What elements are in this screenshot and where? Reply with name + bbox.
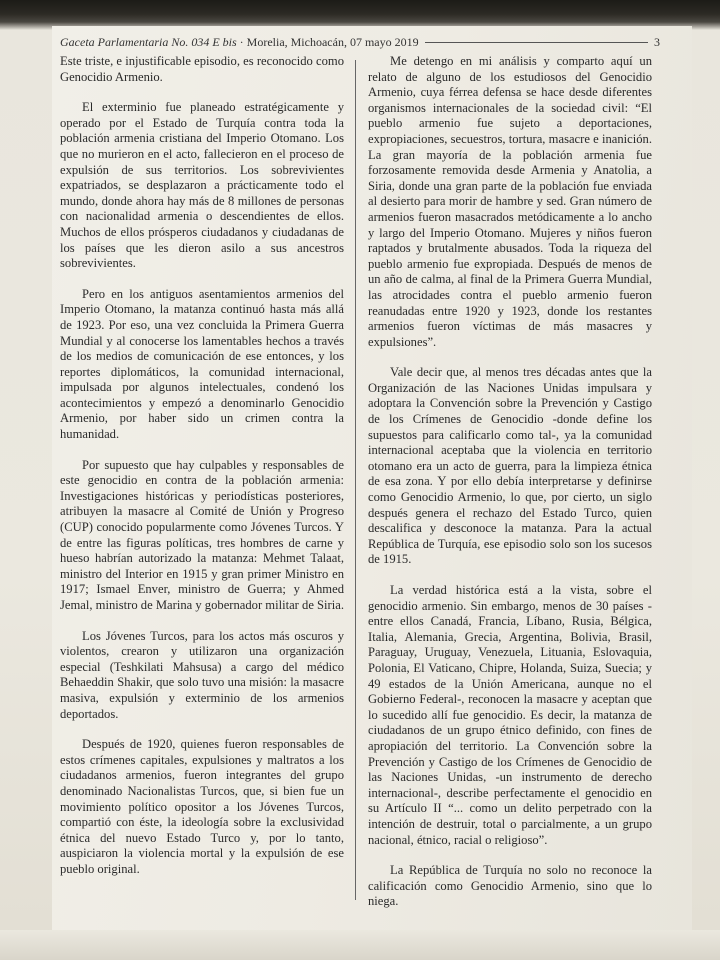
page-header: [60, 34, 660, 50]
place-date: · Morelia, Michoacán, 07 mayo 2019: [239, 34, 419, 49]
paragraph: La República de Turquía no solo no reconoce la calificación como Genocidio Armenio, sino que lo niega.: [368, 863, 652, 909]
paragraph: Este triste, e injustificable episodio, es reconocido como Genocidio Armenio.: [60, 54, 344, 84]
paragraph: Por supuesto que hay culpables y responsables de este genocidio en contra de la población armenia: Investigaciones históricas y periodísticas posteriores, atribuyen la masacre al Comité de Unión y Progreso (CUP) conocido popularmente como Jóvenes Turcos. Y de entre las figuras políticas, tres hombres de carne y hueso habrían autorizado la matanza: Mehmet Talaat, ministro del Interior en 1915 y gran primer Ministro en 1917; Ismael Enver, ministro de Guerra; y Ahmed Jemal, ministro de Marina y gobernador militar de Siria.: [60, 457, 344, 612]
paragraph: Vale decir que, al menos tres décadas antes que la Organización de las Naciones Unidas impulsara y adoptara la Convención sobre la Prevención y Castigo de los Crímenes de Genocidio -donde define los supuestos para calificarlo como tal-, ya la comunidad internacional aceptaba que la violencia en territorio otomano era un acto de guerra, para la limpieza étnica de esa zona. Y por ello debía interpretarse y definirse como Genocidio Armenio, lo que, por cierto, un siglo después genera el rechazo del Estado Turco, quien descalifica y desconoce la matanza. Para la actual República de Turquía, ese episodio solo son los sucesos de 1915.: [368, 365, 652, 567]
page-number: 3: [654, 34, 660, 49]
paragraph: Después de 1920, quienes fueron responsables de estos crímenes capitales, expulsiones y maltratos a los ciudadanos armenios, fueron integrantes del grupo denominado Nacionalistas Turcos, que, si bien fue un movimiento político opositor a los Jóvenes Turcos, compartió con éste, la ideología sobre la exclusividad étnica del nuevo Estado Turco y, por lo tanto, auspiciaron la violencia mortal y la expulsión de ese pueblo original.: [60, 737, 344, 876]
right-column: [368, 54, 652, 925]
paragraph: Los Jóvenes Turcos, para los actos más oscuros y violentos, crearon y utilizaron una organización especial (Teshkilati Mahsusa) a cargo del médico Behaeddin Shakir, que solo tuvo una misión: la masacre masiva, expulsión y exterminio de los armenios deportados.: [60, 628, 344, 721]
header-rule: [425, 42, 648, 43]
publication-title: Gaceta Parlamentaria No. 034 E bis: [60, 34, 237, 49]
page-bottom-edge: [0, 930, 720, 960]
paragraph: Pero en los antiguos asentamientos armenios del Imperio Otomano, la matanza continuó hasta más allá de 1923. Por eso, una vez concluida la Primera Guerra Mundial y al conocerse los lamentables hechos a través de los medios de comunicación de ese entonces, y los reportes diplomáticos, la comunidad internacional, impulsada por algunos intelectuales, condenó los acontecimientos y empezó a denominarlo Genocidio Armenio, por haber sido un crimen contra la humanidad.: [60, 286, 344, 442]
paragraph: La verdad histórica está a la vista, sobre el genocidio armenio. Sin embargo, menos de 30 países -entre ellos Canadá, Francia, Líbano, Rusia, Bélgica, Italia, Alemania, Grecia, Argentina, Bolivia, Brasil, Paraguay, Uruguay, Venezuela, Lituania, Eslovaquia, Polonia, El Vaticano, Chipre, Holanda, Suiza, Suecia; y 49 estados de la Unión Americana, aunque no el Gobierno Federal-, reconocen la masacre y aceptan que lo sucedido allí fue genocidio. Es decir, la matanza de ciudadanos de un grupo étnico definido, con fines de apropiación del territorio. La Convención sobre la Prevención y Castigo de los Crímenes de Genocidio de las Naciones Unidas, -un instrumento de derecho internacional-, describe perfectamente el genocidio en su Artículo II “... como un delito perpetrado con la intención de destruir, total o parcialmente, a un grupo nacional, étnico, racial o religioso”.: [368, 583, 652, 847]
column-divider: [355, 60, 356, 900]
paragraph: El exterminio fue planeado estratégicamente y operado por el Estado de Turquía contra toda la población armenia cristiana del Imperio Otomano. Los que no murieron en el acto, fallecieron en el proceso de expulsión de sus territorios. Los sobrevivientes expatriados, se desplazaron a prácticamente todo el mundo, donde ahora hay más de 8 millones de personas con nacionalidad armenia o descendientes de ellos. Muchos de ellos prósperos ciudadanos y ciudadanas de los países que les dieron asilo a sus ancestros sobrevivientes.: [60, 100, 344, 271]
left-column: [60, 54, 344, 893]
paragraph: Me detengo en mi análisis y comparto aquí un relato de alguno de los estudiosos del Genocidio Armenio, cuya férrea defensa se hace desde diferentes organismos internacionales de la sociedad civil: “El pueblo armenio fue sujeto a deportaciones, expropiaciones, secuestros, tortura, masacre e inanición. La gran mayoría de la población armenia fue forzosamente removida desde Armenia y Anatolia, a Siria, donde una gran parte de la población fue enviada al desierto para morir de hambre y sed. Gran número de armenios fueron masacrados metódicamente a lo ancho y largo del Imperio Otomano. Mujeres y niños fueron raptados y brutalmente abusados. Toda la riqueza del pueblo armenio fue expropiada. Después de menos de un año de calma, al final de la Primera Guerra Mundial, las atrocidades contra el pueblo armenio fueron reanudadas entre 1920 y 1923, donde los restantes armenios fueron víctimas de más masacres y expulsiones”.: [368, 54, 652, 349]
